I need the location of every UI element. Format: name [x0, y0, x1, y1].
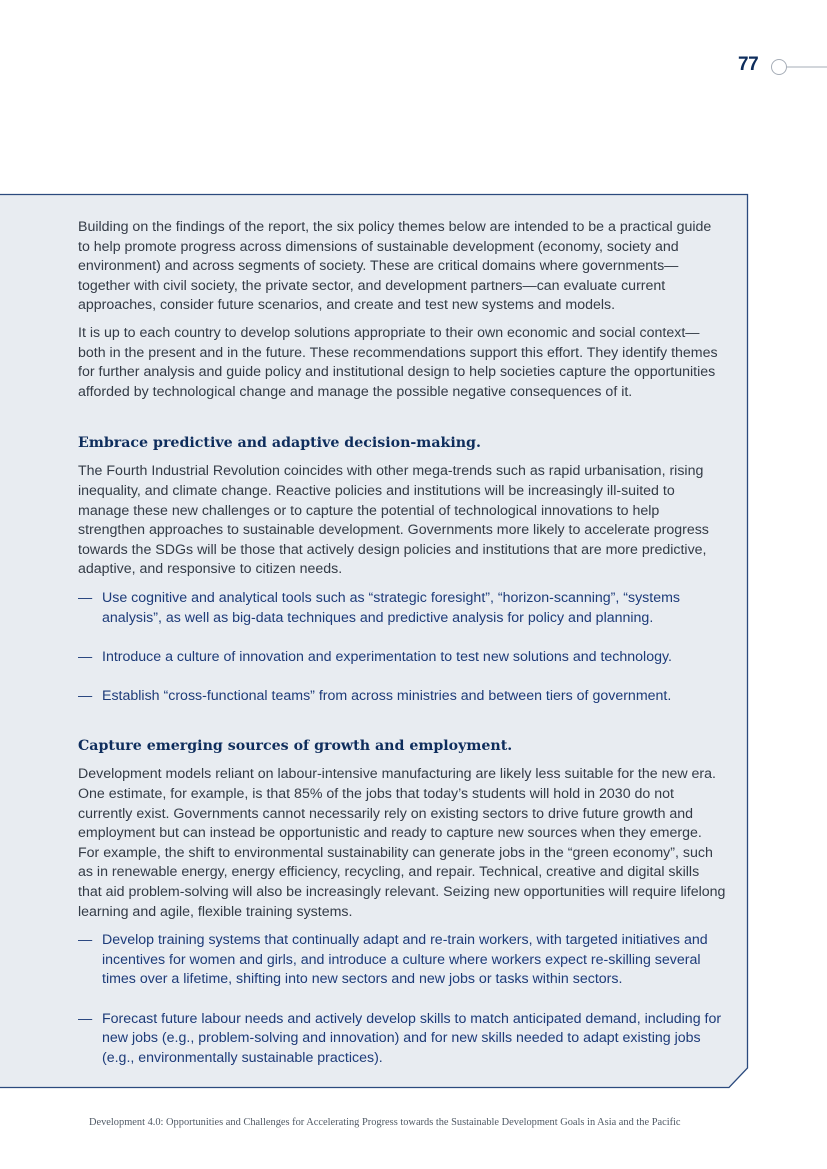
list-item-text: Develop training systems that continually adapt and re-train workers, with targeted initiatives and incentives for women and girls, and introduce a culture where workers expect re-skilling several times over a lifetime, shifting into new sectors and new jobs or tasks within sectors. [102, 932, 708, 988]
dash-bullet: — [78, 687, 93, 704]
page-number: 77 [738, 54, 759, 75]
list-item [78, 931, 726, 990]
panel-content [78, 218, 726, 1068]
dash-bullet: — [78, 1010, 93, 1027]
footer-title: Development 4.0: Opportunities and Challenges for Accelerating Progress towards the Sustainable Development Goals in Asia and the Pacific [89, 1117, 681, 1128]
section-heading: Capture emerging sources of growth and employment. [78, 738, 513, 755]
list-item [78, 687, 726, 707]
dash-bullet: — [78, 932, 93, 949]
section-growth-employment [78, 736, 726, 1068]
list-item-text: Use cognitive and analytical tools such as “strategic foresight”, “horizon-scanning”, “systems analysis”, as well as big-data techniques and predictive analysis for policy and planning. [102, 589, 680, 626]
page-marker-icon [770, 58, 827, 78]
recommendation-list [78, 589, 726, 707]
dash-bullet: — [78, 648, 93, 665]
section-body: Development models reliant on labour-intensive manufacturing are likely less suitable for the new era. One estimate, for example, is that 85% of the jobs that today’s students will hold in 2030 do not currently exist. Governments cannot necessarily rely on existing sectors to drive future growth and employment but can instead be opportunistic and ready to capture new sources when they emerge. For example, the shift to environmental sustainability can generate jobs in the “green economy”, such as in renewable energy, energy efficiency, recycling, and repair. Technical, creative and digital skills that aid problem-solving will also be increasingly relevant. Seizing new opportunities will require lifelong learning and agile, flexible training systems. [78, 766, 726, 920]
list-item [78, 648, 726, 668]
section-decision-making [78, 433, 726, 706]
list-item-text: Establish “cross-functional teams” from across ministries and between tiers of government. [102, 687, 672, 704]
list-item-text: Introduce a culture of innovation and experimentation to test new solutions and technology. [102, 648, 672, 665]
list-item [78, 589, 726, 628]
section-heading: Embrace predictive and adaptive decision-making. [78, 435, 481, 452]
list-item [78, 1010, 726, 1069]
intro-paragraph-1: Building on the findings of the report, the six policy themes below are intended to be a practical guide to help promote progress across dimensions of sustainable development (economy, society and environment) and across segments of society. These are critical domains where governments—together with civil society, the private sector, and development partners—can evaluate current approaches, consider future scenarios, and create and test new systems and models. [78, 219, 712, 314]
dash-bullet: — [78, 589, 93, 606]
list-item-text: Forecast future labour needs and actively develop skills to match anticipated demand, including for new jobs (e.g., problem-solving and innovation) and for new skills needed to adapt existing jobs (e.g., environmentally sustainable practices). [102, 1010, 722, 1066]
recommendation-list [78, 931, 726, 1068]
section-body: The Fourth Industrial Revolution coincides with other mega-trends such as rapid urbanisation, rising inequality, and climate change. Reactive policies and institutions will be increasingly ill-suited to manage these new challenges or to capture the potential of technological innovations to help strengthen approaches to sustainable development. Governments more likely to accelerate progress towards the SDGs will be those that actively design policies and institutions that are more predictive, adaptive, and responsive to citizen needs. [78, 463, 709, 578]
intro-paragraph-2: It is up to each country to develop solutions appropriate to their own economic and social context—both in the present and in the future. These recommendations support this effort. They identify themes for further analysis and guide policy and institutional design to help societies capture the opportunities afforded by technological change and manage the possible negative consequences of it. [78, 324, 718, 400]
